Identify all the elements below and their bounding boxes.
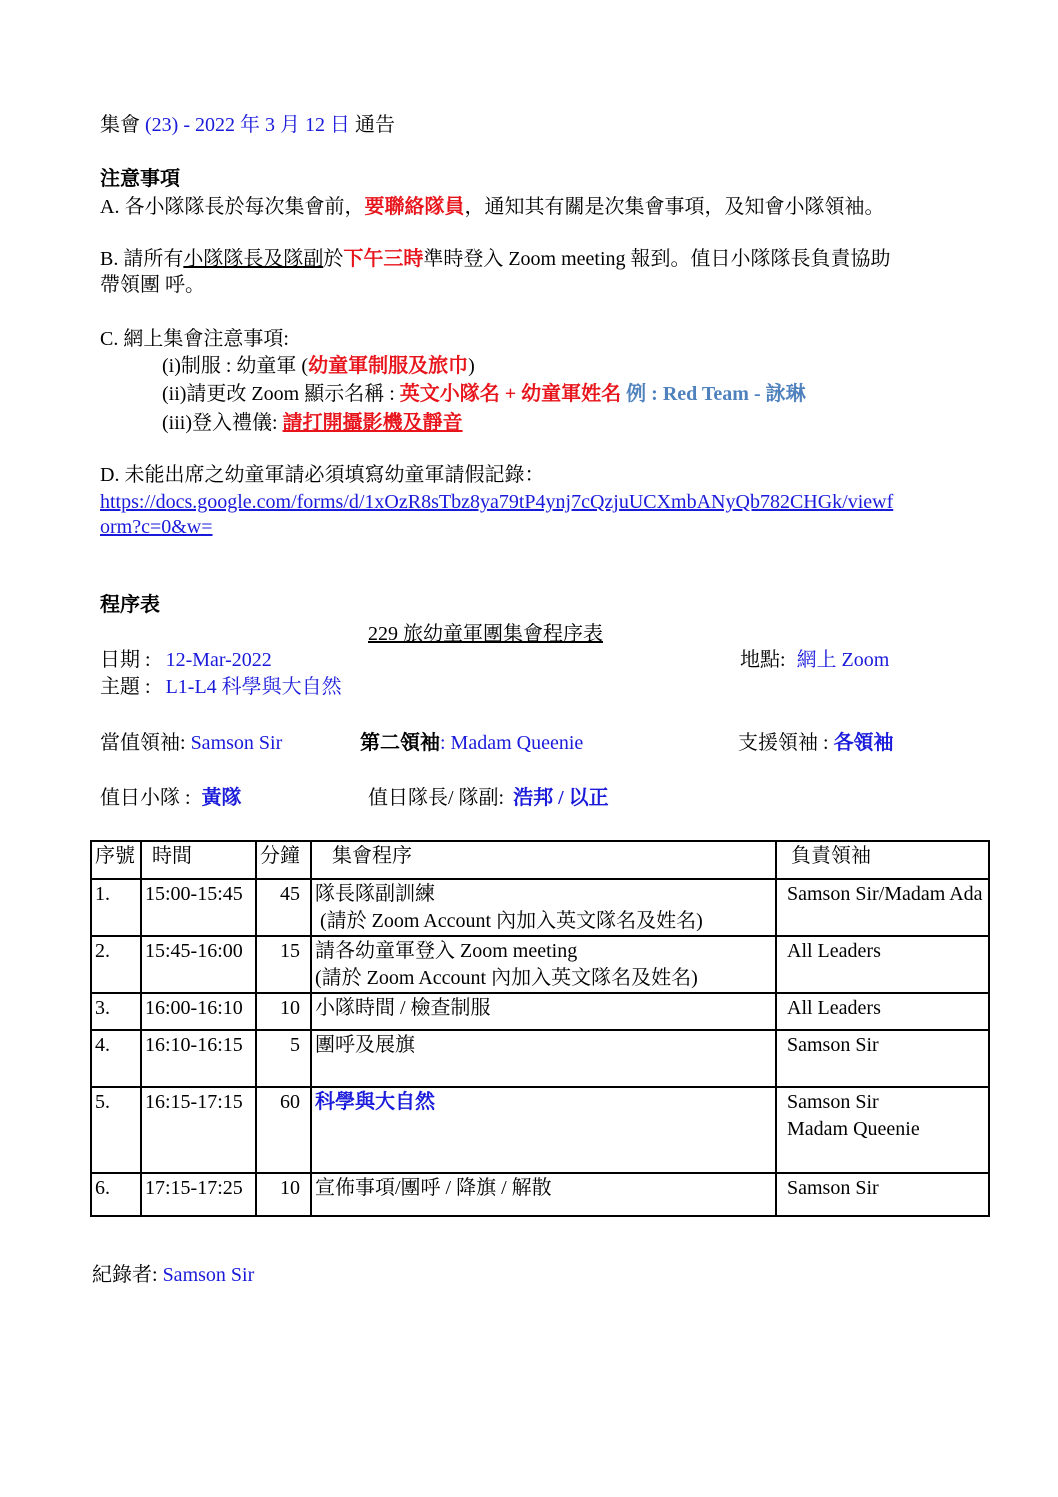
row-no: 6. bbox=[91, 1173, 141, 1216]
support-leader-label: 支援領袖 : bbox=[738, 732, 834, 754]
row-item-line2: (請於 Zoom Account 內加入英文隊名及姓名) bbox=[315, 910, 703, 932]
recorder-value: Samson Sir bbox=[162, 1264, 255, 1286]
note-b-text-end: 準時登入 Zoom meeting 報到。值日小隊隊長負責協助 bbox=[423, 248, 891, 270]
table-header-row bbox=[91, 841, 989, 879]
row-time: 15:45-16:00 bbox=[141, 936, 256, 993]
theme-label: 主題 : bbox=[100, 676, 156, 698]
note-a bbox=[100, 194, 884, 220]
row-no: 1. bbox=[91, 879, 141, 936]
row-time: 15:00-15:45 bbox=[141, 879, 256, 936]
header-time: 時間 bbox=[141, 841, 256, 879]
note-a-highlight: 要聯絡隊員 bbox=[364, 196, 465, 218]
table-row bbox=[91, 879, 989, 936]
row-item: 團呼及展旗 bbox=[311, 1030, 776, 1087]
note-c-ii-example: 例 : Red Team - 詠琳 bbox=[621, 383, 806, 405]
note-c-ii bbox=[162, 381, 806, 407]
table-row bbox=[91, 1087, 989, 1173]
row-item bbox=[311, 936, 776, 993]
row-time: 16:10-16:15 bbox=[141, 1030, 256, 1087]
notice-title bbox=[100, 112, 395, 138]
note-a-text-end: ，通知其有關是次集會事項，及知會小隊領袖。 bbox=[464, 196, 885, 218]
row-item: 宣佈事項/團呼 / 降旗 / 解散 bbox=[311, 1173, 776, 1216]
row-item-line1: 隊長隊副訓練 bbox=[315, 883, 435, 905]
leave-form-link-line2[interactable]: orm?c=0&w= bbox=[100, 516, 213, 538]
patrol-leader-label: 值日隊長/ 隊副: bbox=[368, 787, 510, 809]
note-c-i-end: ) bbox=[468, 355, 475, 377]
note-b-underlined: 小隊隊長及隊副 bbox=[183, 248, 324, 270]
note-b-text: B. 請所有 bbox=[100, 248, 184, 270]
venue-value: 網上 Zoom bbox=[796, 649, 890, 671]
note-b-line2: 帶領團 呼。 bbox=[100, 274, 205, 296]
table-row bbox=[91, 993, 989, 1030]
row-leader: Samson Sir/Madam Ada bbox=[776, 879, 989, 936]
program-theme bbox=[100, 674, 342, 700]
theme-value: L1-L4 科學與大自然 bbox=[165, 676, 342, 698]
row-leader-line2: Madam Queenie bbox=[787, 1118, 920, 1140]
note-d-title: D. 未能出席之幼童軍請必須填寫幼童軍請假記錄： bbox=[100, 464, 545, 486]
note-c-i bbox=[162, 353, 475, 379]
header-no: 序號 bbox=[91, 841, 141, 879]
recorder bbox=[92, 1262, 254, 1288]
duty-leader-value: Samson Sir bbox=[190, 732, 283, 754]
second-leader-value: : Madam Queenie bbox=[440, 732, 584, 754]
row-no: 3. bbox=[91, 993, 141, 1030]
program-date bbox=[100, 647, 272, 673]
row-minutes: 10 bbox=[256, 1173, 311, 1216]
header-minutes: 分鐘 bbox=[256, 841, 311, 879]
note-c-ii-highlight: 英文小隊名 + 幼童軍姓名 bbox=[399, 383, 622, 405]
meeting-number: (23) - bbox=[145, 114, 195, 136]
row-leader: Samson Sir bbox=[776, 1173, 989, 1216]
note-c-i-highlight: 幼童軍制服及旅巾 bbox=[308, 355, 469, 377]
row-minutes: 45 bbox=[256, 879, 311, 936]
row-time: 17:15-17:25 bbox=[141, 1173, 256, 1216]
row-item: 小隊時間 / 檢查制服 bbox=[311, 993, 776, 1030]
row-leader: All Leaders bbox=[776, 993, 989, 1030]
duty-patrol-label: 值日小隊 : bbox=[100, 787, 196, 809]
program-venue bbox=[740, 647, 889, 673]
patrol-leader-value: 浩邦 / 以正 bbox=[513, 787, 609, 809]
recorder-label: 紀錄者: bbox=[92, 1264, 163, 1286]
row-leader: Samson Sir bbox=[776, 1030, 989, 1087]
row-no: 4. bbox=[91, 1030, 141, 1087]
patrol-leader bbox=[368, 785, 609, 811]
row-time: 16:00-16:10 bbox=[141, 993, 256, 1030]
duty-patrol bbox=[100, 785, 242, 811]
leave-form-link-cont[interactable] bbox=[100, 514, 213, 540]
row-leader bbox=[776, 1087, 989, 1173]
duty-leader bbox=[100, 730, 282, 756]
row-time: 16:15-17:15 bbox=[141, 1087, 256, 1173]
note-c-iii-highlight: 請打開攝影機及靜音 bbox=[282, 412, 463, 434]
row-no: 5. bbox=[91, 1087, 141, 1173]
leave-form-link-line1[interactable]: https://docs.google.com/forms/d/1xOzR8sTbz8ya79tP4ynj7cQzjuUCXmbANyQb782CHGk/viewf bbox=[100, 491, 894, 513]
notice-title-suffix: 通告 bbox=[349, 114, 395, 136]
table-row bbox=[91, 1030, 989, 1087]
row-minutes: 5 bbox=[256, 1030, 311, 1087]
note-b-mid: 於 bbox=[323, 248, 344, 270]
row-leader-line1: Samson Sir bbox=[787, 1091, 879, 1113]
notice-title-prefix: 集會 bbox=[100, 114, 145, 136]
note-b bbox=[100, 246, 891, 272]
second-leader bbox=[360, 730, 583, 756]
row-leader: All Leaders bbox=[776, 936, 989, 993]
duty-leader-label: 當值領袖: bbox=[100, 732, 191, 754]
note-c-iii-text: (iii)登入禮儀: bbox=[162, 412, 283, 434]
venue-label: 地點: bbox=[740, 649, 791, 671]
leave-form-link[interactable] bbox=[100, 489, 893, 515]
program-heading: 程序表 bbox=[100, 594, 160, 616]
note-b-highlight: 下午三時 bbox=[343, 248, 424, 270]
row-minutes: 10 bbox=[256, 993, 311, 1030]
row-item-line2: (請於 Zoom Account 內加入英文隊名及姓名) bbox=[315, 967, 698, 989]
support-leader-value: 各領袖 bbox=[833, 732, 894, 754]
date-value: 12-Mar-2022 bbox=[165, 649, 272, 671]
note-c-ii-text: (ii)請更改 Zoom 顯示名稱 : bbox=[162, 383, 400, 405]
header-program: 集會程序 bbox=[311, 841, 776, 879]
schedule-table bbox=[90, 840, 990, 1217]
table-row bbox=[91, 936, 989, 993]
table-row bbox=[91, 1173, 989, 1216]
notes-heading: 注意事項 bbox=[100, 168, 180, 190]
second-leader-label: 第二領袖 bbox=[360, 732, 440, 754]
note-c-title: C. 網上集會注意事項: bbox=[100, 328, 289, 350]
note-a-text: A. 各小隊隊長於每次集會前， bbox=[100, 196, 365, 218]
duty-patrol-value: 黃隊 bbox=[201, 787, 242, 809]
support-leader bbox=[738, 730, 894, 756]
row-no: 2. bbox=[91, 936, 141, 993]
note-c-i-text: (i)制服 : 幼童軍 ( bbox=[162, 355, 309, 377]
row-minutes: 60 bbox=[256, 1087, 311, 1173]
row-minutes: 15 bbox=[256, 936, 311, 993]
row-item-line1: 請各幼童軍登入 Zoom meeting bbox=[315, 940, 578, 962]
meeting-date: 2022 年 3 月 12 日 bbox=[194, 114, 350, 136]
row-item: 科學與大自然 bbox=[311, 1087, 776, 1173]
header-leader: 負責領袖 bbox=[776, 841, 989, 879]
program-table-title: 229 旅幼童軍團集會程序表 bbox=[368, 623, 603, 645]
row-item bbox=[311, 879, 776, 936]
note-c-iii bbox=[162, 410, 463, 436]
date-label: 日期 : bbox=[100, 649, 156, 671]
